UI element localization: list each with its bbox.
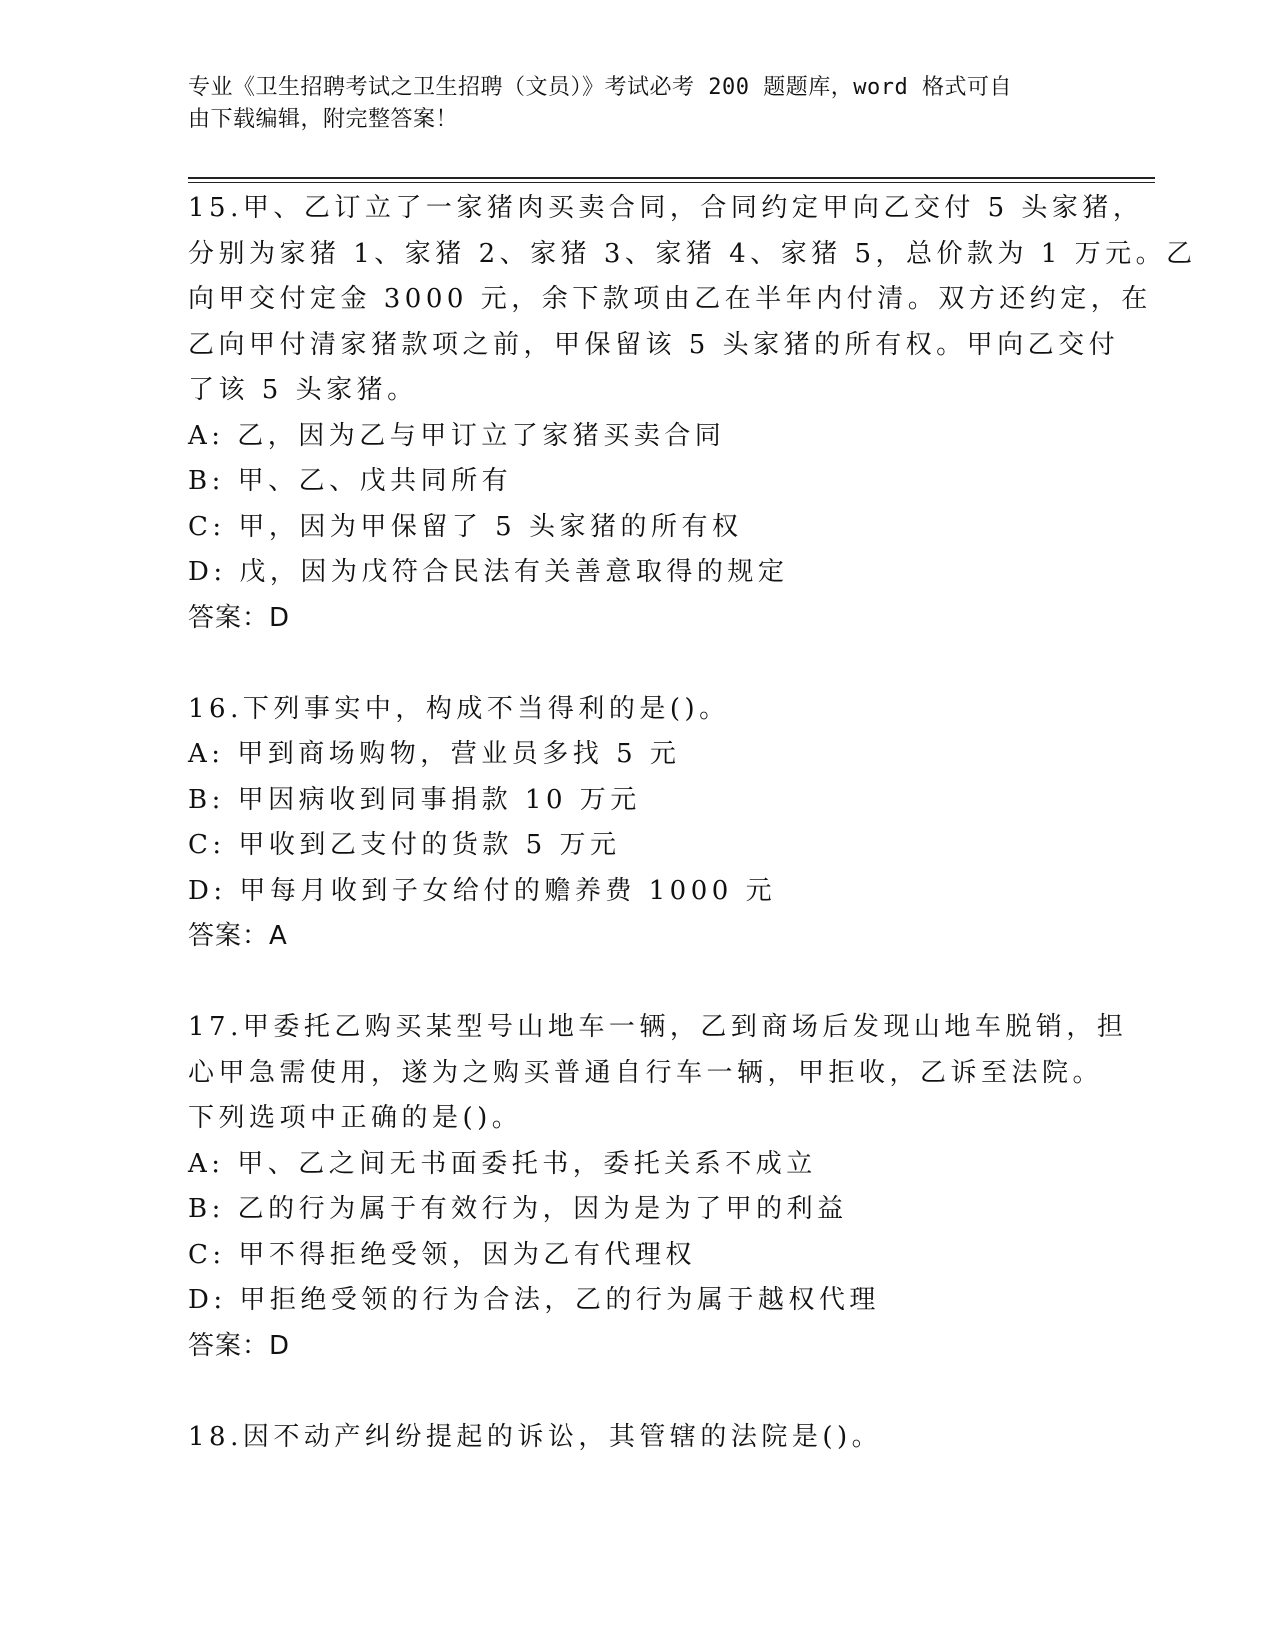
answer: 答案：A bbox=[188, 921, 288, 951]
question-list bbox=[188, 186, 1197, 1460]
spacer bbox=[188, 1369, 1088, 1415]
question-15 bbox=[188, 186, 1197, 641]
option-b: B: 乙的行为属于有效行为，因为是为了甲的利益 bbox=[188, 1194, 848, 1224]
option-a: A: 甲、乙之间无书面委托书，委托关系不成立 bbox=[188, 1148, 817, 1179]
question-text-line: 心甲急需使用，遂为之购买普通自行车一辆，甲拒收，乙诉至法院。 bbox=[188, 1057, 1104, 1088]
question-18 bbox=[188, 1415, 1088, 1461]
option-a: A: 甲到商场购物，营业员多找 5 元 bbox=[188, 739, 681, 769]
option-b: B: 甲因病收到同事捐款 10 万元 bbox=[188, 784, 641, 815]
question-16 bbox=[188, 687, 1088, 960]
option-d: D: 甲拒绝受领的行为合法，乙的行为属于越权代理 bbox=[188, 1285, 880, 1315]
question-text-line: 乙向甲付清家猪款项之前，甲保留该 5 头家猪的所有权。甲向乙交付 bbox=[188, 329, 1120, 360]
question-text-line: 分别为家猪 1、家猪 2、家猪 3、家猪 4、家猪 5，总价款为 1 万元。乙 bbox=[188, 238, 1197, 269]
option-c: C: 甲不得拒绝受领，因为乙有代理权 bbox=[188, 1239, 696, 1270]
question-text-line: 16.下列事实中，构成不当得利的是()。 bbox=[188, 693, 730, 724]
option-b: B: 甲、乙、戊共同所有 bbox=[188, 466, 513, 496]
question-text-line: 向甲交付定金 3000 元，余下款项由乙在半年内付清。双方还约定，在 bbox=[188, 284, 1152, 314]
answer: 答案：D bbox=[188, 602, 291, 633]
question-text-line: 下列选项中正确的是()。 bbox=[188, 1103, 523, 1133]
option-c: C: 甲，因为甲保留了 5 头家猪的所有权 bbox=[188, 511, 743, 542]
question-text-line: 18.因不动产纠纷提起的诉讼，其管辖的法院是()。 bbox=[188, 1421, 883, 1452]
question-text-line: 15.甲、乙订立了一家猪肉买卖合同，合同约定甲向乙交付 5 头家猪， bbox=[188, 193, 1144, 223]
document-header bbox=[188, 72, 1088, 136]
option-d: D: 戊，因为戊符合民法有关善意取得的规定 bbox=[188, 557, 789, 587]
header-divider bbox=[188, 177, 1155, 183]
spacer bbox=[188, 641, 1088, 687]
question-text-line: 了该 5 头家猪。 bbox=[188, 375, 418, 405]
spacer bbox=[188, 960, 1088, 1006]
question-17 bbox=[188, 1005, 1128, 1369]
header-line-1: 专业《卫生招聘考试之卫生招聘（文员）》考试必考 200 题题库，word 格式可自 bbox=[188, 75, 1012, 100]
answer: 答案：D bbox=[188, 1330, 291, 1361]
option-a: A: 乙，因为乙与甲订立了家猪买卖合同 bbox=[188, 420, 726, 451]
option-d: D: 甲每月收到子女给付的赡养费 1000 元 bbox=[188, 875, 777, 906]
question-text-line: 17.甲委托乙购买某型号山地车一辆，乙到商场后发现山地车脱销，担 bbox=[188, 1012, 1128, 1042]
option-c: C: 甲收到乙支付的货款 5 万元 bbox=[188, 830, 621, 860]
header-line-2: 由下载编辑，附完整答案！ bbox=[188, 107, 459, 132]
